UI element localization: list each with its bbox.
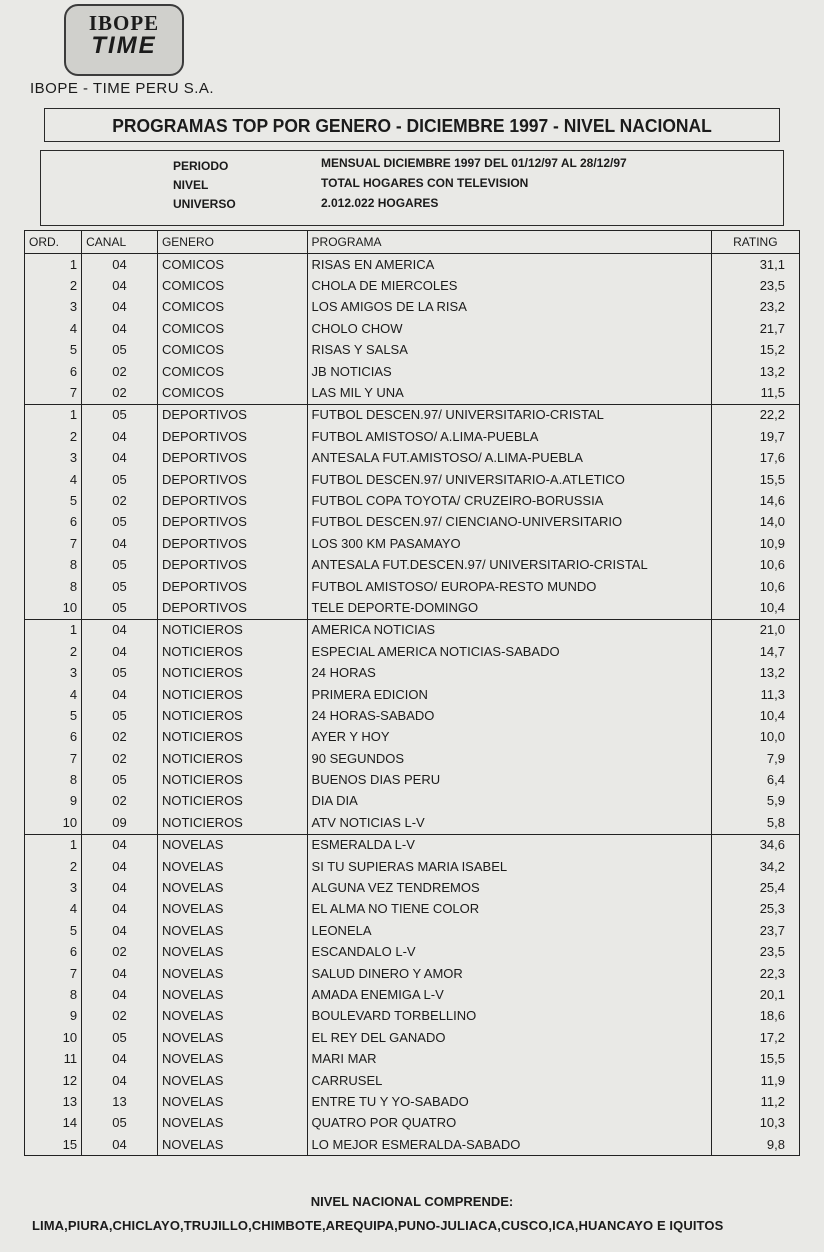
cell-ord: 1 — [25, 404, 82, 426]
cell-canal: 04 — [82, 275, 158, 296]
table-header-row — [25, 231, 800, 254]
cell-genero: NOVELAS — [157, 1070, 307, 1091]
table-row — [25, 1091, 800, 1112]
table-row — [25, 641, 800, 662]
table-row — [25, 1006, 800, 1027]
cell-ord: 4 — [25, 469, 82, 490]
cell-canal: 04 — [82, 297, 158, 318]
table-row — [25, 275, 800, 296]
cell-programa: DIA DIA — [307, 791, 711, 812]
table-row — [25, 963, 800, 984]
cell-rating: 21,0 — [711, 619, 799, 641]
ratings-table — [24, 230, 800, 1156]
cell-ord: 9 — [25, 1006, 82, 1027]
cell-genero: NOVELAS — [157, 1006, 307, 1027]
cell-genero: DEPORTIVOS — [157, 448, 307, 469]
cell-ord: 8 — [25, 554, 82, 575]
cell-ord: 4 — [25, 684, 82, 705]
cell-canal: 02 — [82, 490, 158, 511]
cell-canal: 02 — [82, 1006, 158, 1027]
cell-ord: 10 — [25, 812, 82, 834]
cell-genero: NOVELAS — [157, 877, 307, 898]
cell-rating: 11,9 — [711, 1070, 799, 1091]
cell-genero: NOVELAS — [157, 1027, 307, 1048]
cell-programa: 24 HORAS — [307, 662, 711, 683]
table-header — [25, 231, 800, 254]
table-row — [25, 834, 800, 856]
cell-ord: 12 — [25, 1070, 82, 1091]
column-header-ord: ORD. — [25, 231, 82, 254]
cell-rating: 14,6 — [711, 490, 799, 511]
table-row — [25, 404, 800, 426]
cell-genero: DEPORTIVOS — [157, 404, 307, 426]
cell-programa: AMERICA NOTICIAS — [307, 619, 711, 641]
footer-heading: NIVEL NACIONAL COMPRENDE: — [310, 1194, 514, 1209]
column-header-programa: PROGRAMA — [307, 231, 711, 254]
cell-programa: CHOLA DE MIERCOLES — [307, 275, 711, 296]
cell-genero: COMICOS — [157, 254, 307, 276]
table-row — [25, 597, 800, 619]
cell-canal: 02 — [82, 791, 158, 812]
cell-programa: ENTRE TU Y YO-SABADO — [307, 1091, 711, 1112]
cell-programa: QUATRO POR QUATRO — [307, 1113, 711, 1134]
cell-canal: 04 — [82, 533, 158, 554]
cell-ord: 7 — [25, 748, 82, 769]
cell-canal: 05 — [82, 597, 158, 619]
table-row — [25, 942, 800, 963]
cell-rating: 5,9 — [711, 791, 799, 812]
cell-genero: NOVELAS — [157, 920, 307, 941]
table-row — [25, 1070, 800, 1091]
cell-programa: ESCANDALO L-V — [307, 942, 711, 963]
cell-rating: 21,7 — [711, 318, 799, 339]
cell-ord: 3 — [25, 448, 82, 469]
column-header-genero: GENERO — [157, 231, 307, 254]
table-row — [25, 382, 800, 404]
cell-genero: NOTICIEROS — [157, 619, 307, 641]
cell-rating: 11,3 — [711, 684, 799, 705]
table-row — [25, 340, 800, 361]
cell-ord: 7 — [25, 533, 82, 554]
cell-ord: 13 — [25, 1091, 82, 1112]
cell-programa: LEONELA — [307, 920, 711, 941]
cell-rating: 34,2 — [711, 856, 799, 877]
cell-programa: ESMERALDA L-V — [307, 834, 711, 856]
cell-programa: PRIMERA EDICION — [307, 684, 711, 705]
cell-canal: 05 — [82, 404, 158, 426]
column-header-rating: RATING — [711, 231, 799, 254]
cell-genero: COMICOS — [157, 318, 307, 339]
cell-rating: 11,5 — [711, 382, 799, 404]
table-row — [25, 490, 800, 511]
cell-canal: 05 — [82, 1027, 158, 1048]
logo-text-time: TIME — [91, 32, 157, 59]
cell-rating: 19,7 — [711, 426, 799, 447]
cell-canal: 02 — [82, 942, 158, 963]
cell-canal: 04 — [82, 1048, 158, 1069]
table-row — [25, 984, 800, 1005]
cell-programa: BOULEVARD TORBELLINO — [307, 1006, 711, 1027]
cell-genero: NOVELAS — [157, 942, 307, 963]
cell-rating: 5,8 — [711, 812, 799, 834]
cell-canal: 05 — [82, 705, 158, 726]
cell-programa: EL ALMA NO TIENE COLOR — [307, 899, 711, 920]
report-title-box — [44, 108, 780, 142]
table-row — [25, 791, 800, 812]
cell-canal: 04 — [82, 448, 158, 469]
table-row — [25, 426, 800, 447]
cell-canal: 04 — [82, 684, 158, 705]
cell-programa: RISAS Y SALSA — [307, 340, 711, 361]
table-row — [25, 448, 800, 469]
cell-programa: 24 HORAS-SABADO — [307, 705, 711, 726]
cell-rating: 10,9 — [711, 533, 799, 554]
cell-canal: 04 — [82, 641, 158, 662]
cell-rating: 15,2 — [711, 340, 799, 361]
cell-rating: 10,4 — [711, 597, 799, 619]
cell-genero: COMICOS — [157, 297, 307, 318]
table-row — [25, 1134, 800, 1156]
cell-genero: NOVELAS — [157, 834, 307, 856]
cell-genero: NOVELAS — [157, 1091, 307, 1112]
cell-canal: 04 — [82, 254, 158, 276]
cell-programa: FUTBOL DESCEN.97/ CIENCIANO-UNIVERSITARIO — [307, 512, 711, 533]
cell-canal: 04 — [82, 877, 158, 898]
cell-canal: 04 — [82, 984, 158, 1005]
cell-programa: AYER Y HOY — [307, 727, 711, 748]
cell-genero: DEPORTIVOS — [157, 576, 307, 597]
genre-group — [25, 254, 800, 405]
cell-genero: NOTICIEROS — [157, 727, 307, 748]
cell-canal: 05 — [82, 662, 158, 683]
table-row — [25, 533, 800, 554]
cell-rating: 13,2 — [711, 662, 799, 683]
cell-canal: 04 — [82, 1134, 158, 1156]
table-row — [25, 254, 800, 276]
table-row — [25, 297, 800, 318]
table-row — [25, 619, 800, 641]
cell-rating: 23,5 — [711, 275, 799, 296]
cell-programa: CARRUSEL — [307, 1070, 711, 1091]
cell-genero: NOVELAS — [157, 1113, 307, 1134]
cell-programa: ANTESALA FUT.DESCEN.97/ UNIVERSITARIO-CRISTAL — [307, 554, 711, 575]
cell-canal: 04 — [82, 318, 158, 339]
cell-rating: 6,4 — [711, 769, 799, 790]
report-title: PROGRAMAS TOP POR GENERO - DICIEMBRE 1997 - NIVEL NACIONAL — [112, 116, 712, 136]
cell-ord: 1 — [25, 834, 82, 856]
cell-programa: FUTBOL AMISTOSO/ A.LIMA-PUEBLA — [307, 426, 711, 447]
cell-ord: 5 — [25, 920, 82, 941]
cell-ord: 15 — [25, 1134, 82, 1156]
cell-genero: DEPORTIVOS — [157, 469, 307, 490]
cell-canal: 04 — [82, 1070, 158, 1091]
cell-canal: 02 — [82, 382, 158, 404]
cell-ord: 4 — [25, 318, 82, 339]
cell-genero: NOVELAS — [157, 963, 307, 984]
cell-genero: DEPORTIVOS — [157, 597, 307, 619]
cell-genero: NOTICIEROS — [157, 812, 307, 834]
info-label-nivel: NIVEL — [173, 178, 209, 192]
table-row — [25, 1048, 800, 1069]
cell-programa: TELE DEPORTE-DOMINGO — [307, 597, 711, 619]
cell-ord: 5 — [25, 705, 82, 726]
info-labels — [173, 157, 236, 214]
cell-genero: NOTICIEROS — [157, 705, 307, 726]
cell-canal: 02 — [82, 727, 158, 748]
genre-group — [25, 619, 800, 834]
cell-rating: 31,1 — [711, 254, 799, 276]
cell-ord: 8 — [25, 576, 82, 597]
table-row — [25, 727, 800, 748]
cell-programa: ANTESALA FUT.AMISTOSO/ A.LIMA-PUEBLA — [307, 448, 711, 469]
cell-ord: 6 — [25, 727, 82, 748]
cell-programa: ALGUNA VEZ TENDREMOS — [307, 877, 711, 898]
cell-canal: 05 — [82, 469, 158, 490]
table-row — [25, 576, 800, 597]
cell-ord: 6 — [25, 512, 82, 533]
table-row — [25, 554, 800, 575]
cell-ord: 6 — [25, 361, 82, 382]
cell-canal: 05 — [82, 340, 158, 361]
cell-ord: 10 — [25, 597, 82, 619]
cell-canal: 05 — [82, 512, 158, 533]
table-row — [25, 748, 800, 769]
cell-programa: 90 SEGUNDOS — [307, 748, 711, 769]
cell-programa: MARI MAR — [307, 1048, 711, 1069]
cell-ord: 14 — [25, 1113, 82, 1134]
cell-programa: LOS AMIGOS DE LA RISA — [307, 297, 711, 318]
cell-rating: 11,2 — [711, 1091, 799, 1112]
cell-genero: NOVELAS — [157, 899, 307, 920]
table-row — [25, 1027, 800, 1048]
cell-genero: DEPORTIVOS — [157, 426, 307, 447]
cell-programa: FUTBOL DESCEN.97/ UNIVERSITARIO-A.ATLETICO — [307, 469, 711, 490]
genre-group — [25, 404, 800, 619]
cell-genero: DEPORTIVOS — [157, 490, 307, 511]
table-row — [25, 1113, 800, 1134]
cell-canal: 04 — [82, 619, 158, 641]
company-name: IBOPE - TIME PERU S.A. — [30, 80, 215, 97]
cell-ord: 11 — [25, 1048, 82, 1069]
cell-ord: 5 — [25, 490, 82, 511]
cell-genero: NOTICIEROS — [157, 684, 307, 705]
cell-programa: ATV NOTICIAS L-V — [307, 812, 711, 834]
cell-canal: 04 — [82, 856, 158, 877]
cell-genero: NOVELAS — [157, 856, 307, 877]
cell-genero: NOTICIEROS — [157, 641, 307, 662]
cell-rating: 17,6 — [711, 448, 799, 469]
cell-genero: DEPORTIVOS — [157, 554, 307, 575]
report-info-box — [40, 150, 784, 226]
cell-ord: 2 — [25, 426, 82, 447]
cell-canal: 04 — [82, 899, 158, 920]
cell-rating: 23,5 — [711, 942, 799, 963]
cell-canal: 05 — [82, 576, 158, 597]
cell-genero: COMICOS — [157, 382, 307, 404]
cell-genero: NOVELAS — [157, 984, 307, 1005]
cell-rating: 7,9 — [711, 748, 799, 769]
cell-ord: 5 — [25, 340, 82, 361]
cell-rating: 15,5 — [711, 1048, 799, 1069]
info-values — [321, 153, 627, 213]
cell-rating: 18,6 — [711, 1006, 799, 1027]
cell-programa: FUTBOL AMISTOSO/ EUROPA-RESTO MUNDO — [307, 576, 711, 597]
cell-ord: 2 — [25, 641, 82, 662]
cell-programa: LAS MIL Y UNA — [307, 382, 711, 404]
table-row — [25, 662, 800, 683]
cell-canal: 02 — [82, 361, 158, 382]
cell-ord: 4 — [25, 899, 82, 920]
cell-programa: LO MEJOR ESMERALDA-SABADO — [307, 1134, 711, 1156]
table-row — [25, 920, 800, 941]
cell-ord: 3 — [25, 297, 82, 318]
table-row — [25, 318, 800, 339]
cell-ord: 8 — [25, 769, 82, 790]
genre-group — [25, 834, 800, 1156]
table-row — [25, 899, 800, 920]
cell-rating: 10,6 — [711, 576, 799, 597]
cell-rating: 10,3 — [711, 1113, 799, 1134]
cell-canal: 13 — [82, 1091, 158, 1112]
cell-programa: EL REY DEL GANADO — [307, 1027, 711, 1048]
table-row — [25, 512, 800, 533]
cell-ord: 3 — [25, 662, 82, 683]
cell-ord: 2 — [25, 275, 82, 296]
cell-ord: 9 — [25, 791, 82, 812]
cell-rating: 13,2 — [711, 361, 799, 382]
cell-canal: 04 — [82, 834, 158, 856]
table-row — [25, 705, 800, 726]
cell-rating: 23,2 — [711, 297, 799, 318]
logo-text-ibope: IBOPE — [88, 11, 160, 35]
cell-programa: BUENOS DIAS PERU — [307, 769, 711, 790]
cell-canal: 05 — [82, 554, 158, 575]
cell-rating: 34,6 — [711, 834, 799, 856]
column-header-canal: CANAL — [82, 231, 158, 254]
cell-programa: FUTBOL COPA TOYOTA/ CRUZEIRO-BORUSSIA — [307, 490, 711, 511]
cell-rating: 14,0 — [711, 512, 799, 533]
cell-rating: 22,3 — [711, 963, 799, 984]
cell-rating: 22,2 — [711, 404, 799, 426]
cell-rating: 9,8 — [711, 1134, 799, 1156]
cell-rating: 10,4 — [711, 705, 799, 726]
cell-ord: 3 — [25, 877, 82, 898]
cell-genero: DEPORTIVOS — [157, 533, 307, 554]
cell-genero: DEPORTIVOS — [157, 512, 307, 533]
cell-genero: NOVELAS — [157, 1048, 307, 1069]
info-label-universo: UNIVERSO — [173, 197, 236, 211]
cell-ord: 7 — [25, 382, 82, 404]
table-row — [25, 877, 800, 898]
cell-canal: 04 — [82, 963, 158, 984]
cell-ord: 10 — [25, 1027, 82, 1048]
info-value-universo: 2.012.022 HOGARES — [321, 196, 439, 210]
table-row — [25, 812, 800, 834]
cell-genero: NOTICIEROS — [157, 791, 307, 812]
cell-programa: ESPECIAL AMERICA NOTICIAS-SABADO — [307, 641, 711, 662]
cell-genero: NOTICIEROS — [157, 662, 307, 683]
cell-canal: 05 — [82, 1113, 158, 1134]
cell-programa: FUTBOL DESCEN.97/ UNIVERSITARIO-CRISTAL — [307, 404, 711, 426]
cell-canal: 04 — [82, 426, 158, 447]
cell-canal: 02 — [82, 748, 158, 769]
cell-ord: 1 — [25, 619, 82, 641]
cell-ord: 7 — [25, 963, 82, 984]
table-row — [25, 684, 800, 705]
cell-ord: 2 — [25, 856, 82, 877]
cell-programa: JB NOTICIAS — [307, 361, 711, 382]
cell-genero: NOTICIEROS — [157, 769, 307, 790]
cell-programa: RISAS EN AMERICA — [307, 254, 711, 276]
cell-rating: 25,4 — [711, 877, 799, 898]
cell-ord: 6 — [25, 942, 82, 963]
cell-programa: SI TU SUPIERAS MARIA ISABEL — [307, 856, 711, 877]
cell-genero: COMICOS — [157, 361, 307, 382]
cell-canal: 09 — [82, 812, 158, 834]
cell-genero: NOTICIEROS — [157, 748, 307, 769]
cell-rating: 23,7 — [711, 920, 799, 941]
table-row — [25, 856, 800, 877]
cell-rating: 20,1 — [711, 984, 799, 1005]
cell-rating: 15,5 — [711, 469, 799, 490]
cell-programa: SALUD DINERO Y AMOR — [307, 963, 711, 984]
cell-rating: 10,6 — [711, 554, 799, 575]
info-value-periodo: MENSUAL DICIEMBRE 1997 DEL 01/12/97 AL 28/12/97 — [321, 156, 627, 170]
cell-programa: AMADA ENEMIGA L-V — [307, 984, 711, 1005]
cell-ord: 1 — [25, 254, 82, 276]
cell-genero: COMICOS — [157, 275, 307, 296]
cell-canal: 05 — [82, 769, 158, 790]
table-row — [25, 361, 800, 382]
cell-rating: 14,7 — [711, 641, 799, 662]
table-row — [25, 469, 800, 490]
footer-cities: LIMA,PIURA,CHICLAYO,TRUJILLO,CHIMBOTE,AREQUIPA,PUNO-JULIACA,CUSCO,ICA,HUANCAYO E IQUITOS — [32, 1218, 724, 1233]
cell-rating: 17,2 — [711, 1027, 799, 1048]
cell-programa: LOS 300 KM PASAMAYO — [307, 533, 711, 554]
cell-genero: NOVELAS — [157, 1134, 307, 1156]
ibope-time-logo — [64, 4, 184, 76]
info-label-periodo: PERIODO — [173, 159, 229, 173]
table-row — [25, 769, 800, 790]
cell-ord: 8 — [25, 984, 82, 1005]
cell-rating: 10,0 — [711, 727, 799, 748]
info-value-nivel: TOTAL HOGARES CON TELEVISION — [321, 176, 529, 190]
cell-canal: 04 — [82, 920, 158, 941]
cell-genero: COMICOS — [157, 340, 307, 361]
cell-programa: CHOLO CHOW — [307, 318, 711, 339]
cell-rating: 25,3 — [711, 899, 799, 920]
